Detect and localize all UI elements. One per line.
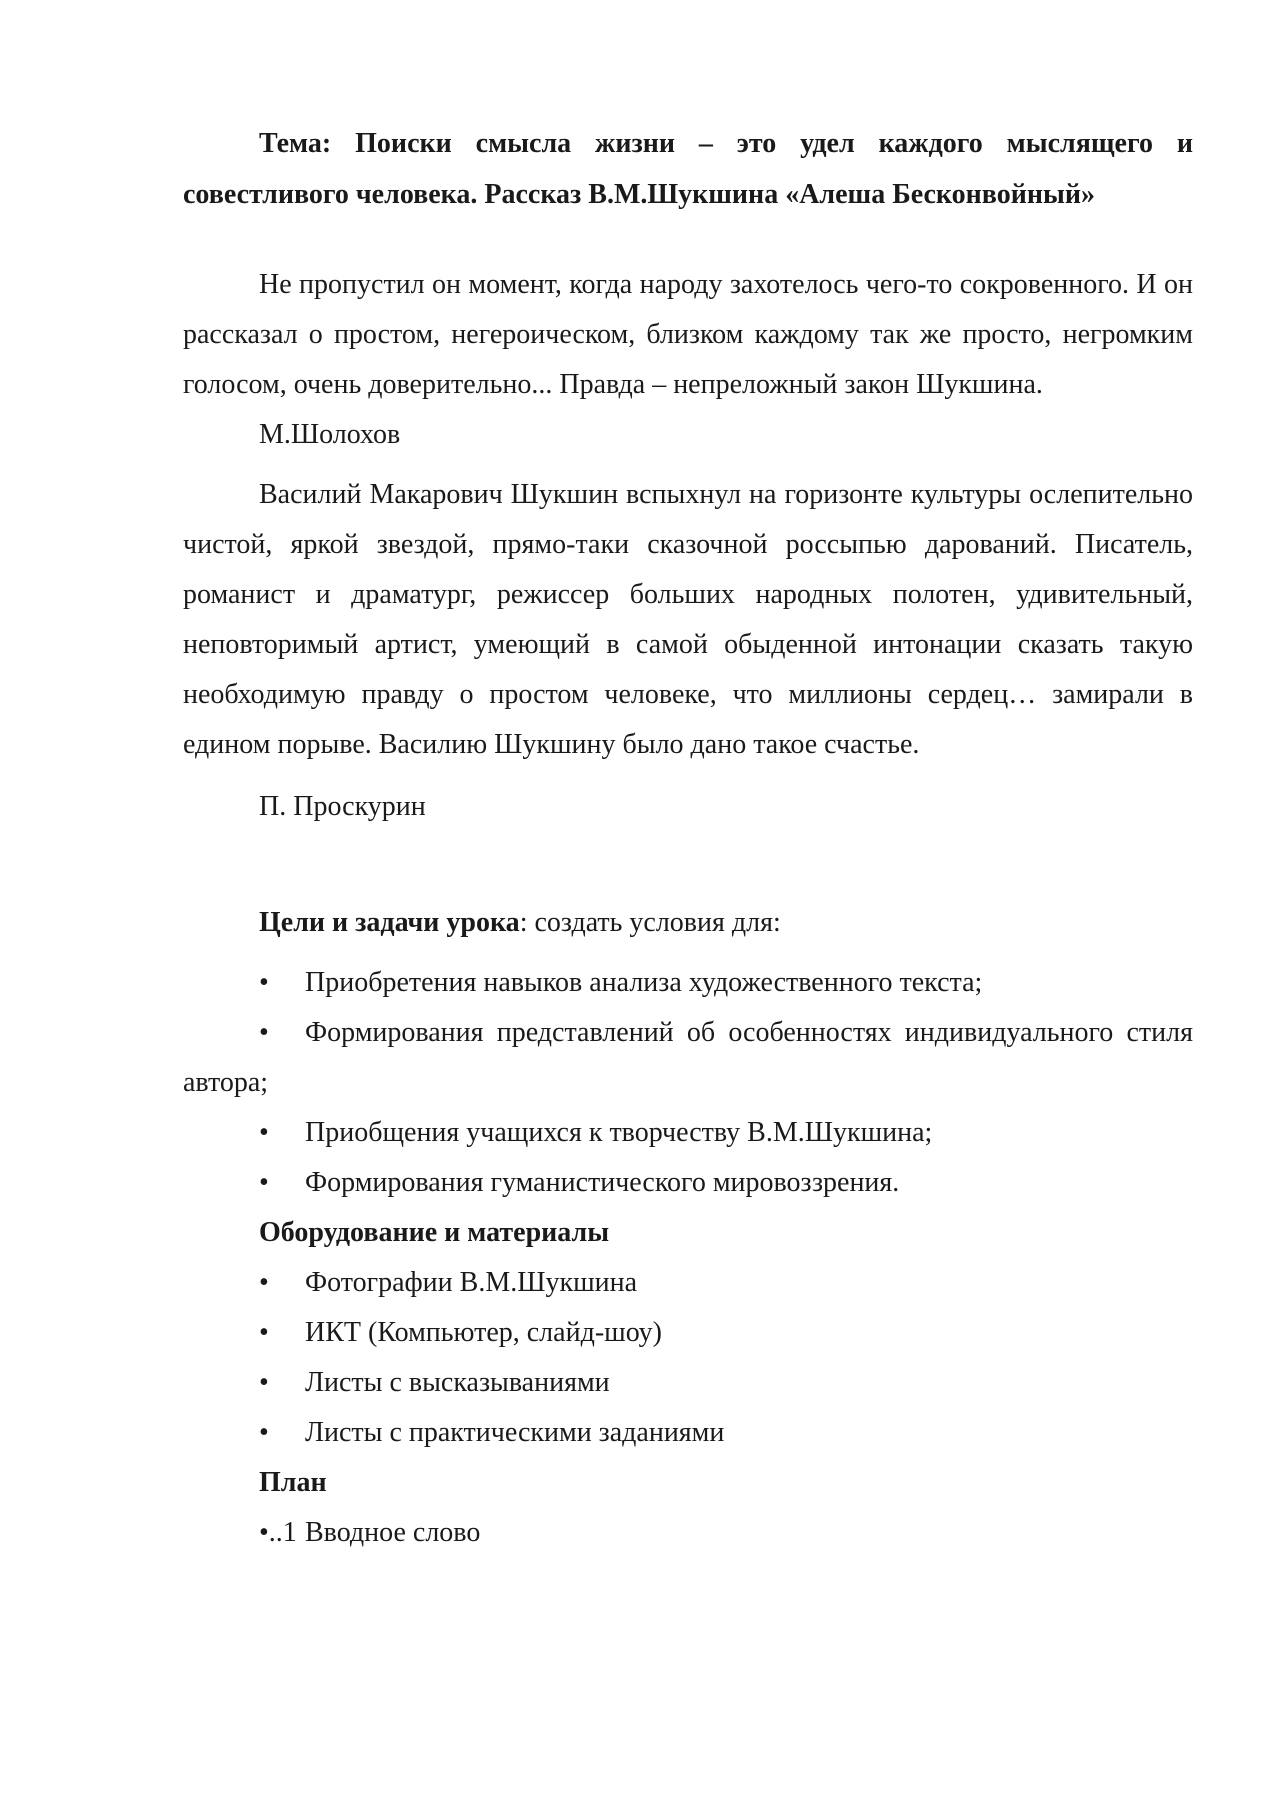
bullet-icon: • bbox=[259, 1167, 269, 1198]
equipment-item: • ИКТ (Компьютер, слайд-шоу) bbox=[183, 1308, 1193, 1358]
equipment-item: • Листы с практическими заданиями bbox=[183, 1408, 1193, 1458]
lesson-topic bbox=[183, 118, 1193, 220]
equipment-heading: Оборудование и материалы bbox=[259, 1217, 610, 1248]
epigraph-author-1: М.Шолохов bbox=[259, 419, 401, 450]
goals-text: : создать условия для: bbox=[519, 907, 781, 938]
topic-label: Тема: bbox=[259, 128, 332, 159]
goals-heading bbox=[183, 898, 1193, 948]
goal-item: • Формирования гуманистического мировоззрения. bbox=[183, 1158, 1193, 1208]
bullet-icon: • bbox=[259, 1317, 269, 1348]
plan-item-number: •..1 bbox=[259, 1517, 297, 1548]
epigraph-author-2: П. Проскурин bbox=[259, 791, 426, 822]
epigraph-quote-1: Не пропустил он момент, когда народу захотелось чего-то сокровенного. И он рассказал о простом, негероическом, близком каждому так же просто, негромким голосом, очень доверительно... Правда – непреложный закон Шукшина. bbox=[183, 269, 1193, 400]
equipment-item: • Листы с высказываниями bbox=[183, 1358, 1193, 1408]
goal-item: • Приобретения навыков анализа художественного текста; bbox=[183, 958, 1193, 1008]
bullet-icon: • bbox=[259, 1117, 269, 1148]
bullet-icon: • bbox=[259, 1017, 269, 1048]
goals-label: Цели и задачи урока bbox=[259, 907, 520, 938]
bullet-icon: • bbox=[259, 967, 269, 998]
goal-item: • Приобщения учащихся к творчеству В.М.Шукшина; bbox=[183, 1108, 1193, 1158]
plan-item bbox=[183, 1508, 1193, 1558]
plan-item-text: Вводное слово bbox=[305, 1517, 481, 1548]
bullet-icon: • bbox=[259, 1367, 269, 1398]
bullet-icon: • bbox=[259, 1267, 269, 1298]
document-body bbox=[183, 118, 1193, 1558]
plan-heading: План bbox=[259, 1467, 327, 1498]
epigraph-quote-2: Василий Макарович Шукшин вспыхнул на горизонте культуры ослепительно чистой, яркой звездой, прямо-таки сказочной россыпью дарований. Писатель, романист и драматург, режиссер больших народных полотен, удивительный, неповторимый артист, умеющий в самой обыденной интонации сказать такую необходимую правду о простом человеке, что миллионы сердец… замирали в едином порыве. Василию Шукшину было дано такое счастье. bbox=[183, 479, 1193, 760]
bullet-icon: • bbox=[259, 1417, 269, 1448]
topic-text: Поиски смысла жизни – это удел каждого мыслящего и совестливого человека. Рассказ В.М.Шукшина «Алеша Бесконвойный» bbox=[183, 128, 1194, 210]
goal-item: • Формирования представлений об особенностях индивидуального стиля автора; bbox=[183, 1008, 1193, 1108]
equipment-item: • Фотографии В.М.Шукшина bbox=[183, 1258, 1193, 1308]
